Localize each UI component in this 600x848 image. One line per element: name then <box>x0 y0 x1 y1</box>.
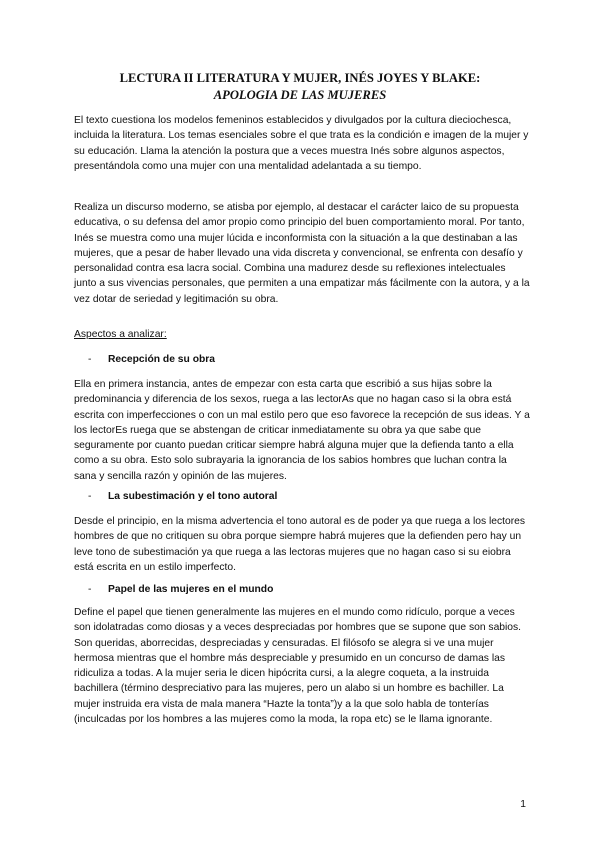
intro-paragraph: El texto cuestiona los modelos femeninos establecidos y divulgados por la cultura dieciochesca, incluida la literatura. Los temas esenciales sobre el que trata es la condición e imagen de la mujer y su educación. Llama la atención la postura que a veces muestra Inés sobre algunos aspectos, presentándola como una mujer con una mentalidad adelantada a su tiempo. <box>74 115 529 172</box>
document-title <box>60 70 540 104</box>
section-heading-text: La subestimación y el tono autoral <box>108 491 278 502</box>
aspects-label: Aspectos a analizar: <box>74 329 167 340</box>
section-heading-underestimation <box>88 489 277 504</box>
section-text-womens-role: Define el papel que tienen generalmente las mujeres en el mundo como ridículo, porque a veces son idolatradas como diosas y a veces despreciadas por hombres que se supone que son sabios. Son queridas, aborrecidas, despreciadas y censuradas. El filósofo se alegra si ve una mujer hermosa mientras que el hombre más despreciable y presumido en un concurso de damas las ridiculiza a todas. A la mujer seria le dicen hipócrita cursi, a la alegre coqueta, a la instruida bachillera (término despreciativo para las mujeres, pero un alabo si un hombre es bachiller. La mujer instruida era vista de mala manera “Hazte la tonta”)y a la que solo habla de tonterías (inculcadas por los hombres a las mujeres como la moda, la ropa etc) se le llama ignorante. <box>74 607 522 726</box>
page-number: 1 <box>520 799 526 810</box>
section-heading-text: Recepción de su obra <box>108 354 216 365</box>
section-text-underestimation: Desde el principio, en la misma advertencia el tono autoral es de poder ya que ruega a los lectores hombres de que no critiquen su obra porque siempre habrá mujeres que la defienden pero hay un leve tono de subestimación ya que ruega a las lectoras mujeres que no hagan caso si su eiobra está escrita en un estilo imperfecto. <box>74 516 526 573</box>
title-line: LECTURA II LITERATURA Y MUJER, INÉS JOYES Y BLAKE: <box>119 71 481 85</box>
bullet-dash: - <box>88 491 92 502</box>
bullet-dash: - <box>88 584 92 595</box>
section-heading-womens-role <box>88 582 273 597</box>
bullet-dash: - <box>88 354 92 365</box>
section-heading-reception <box>88 352 215 367</box>
discourse-paragraph: Realiza un discurso moderno, se atisba por ejemplo, al destacar el carácter laico de su propuesta educativa, o su defensa del amor propio como principio del buen comportamiento moral. Por tanto, Inés se muestra como una mujer lúcida e inconformista con la situación a la que destinaban a las mujeres, que a pesar de haber llevado una vida discreta y convencional, se enfrenta con desafío y personalidad contra esa lacra social. Combina una madurez desde su reflexiones intelectuales junto a sus vivencias personales, que permiten a una empatizar más fácilmente con la autora, y a la vez dotar de seriedad y legitimación su obra. <box>74 202 530 305</box>
section-heading-text: Papel de las mujeres en el mundo <box>108 584 274 595</box>
section-text-reception: Ella en primera instancia, antes de empezar con esta carta que escribió a sus hijas sobre la predominancia y diferencia de los sexos, ruega a las lectorAs que no hagan caso si la obra está escrita con imperfecciones o con un mal estilo pero que eso favorece la recepción de sus ideas. Y a los lectorEs ruega que se abstengan de criticar inmediatamente su obra ya que sabe que seguramente por cuanto puedan criticar siempre habrá alguna mujer que la defienda tanto a ella como a su obra. Esto solo subrayaria la ignorancia de los sabios hombres que luchan contra la sana y sencilla razón y opinión de las mujeres. <box>74 379 530 482</box>
title-subtitle: APOLOGIA DE LAS MUJERES <box>213 88 387 102</box>
